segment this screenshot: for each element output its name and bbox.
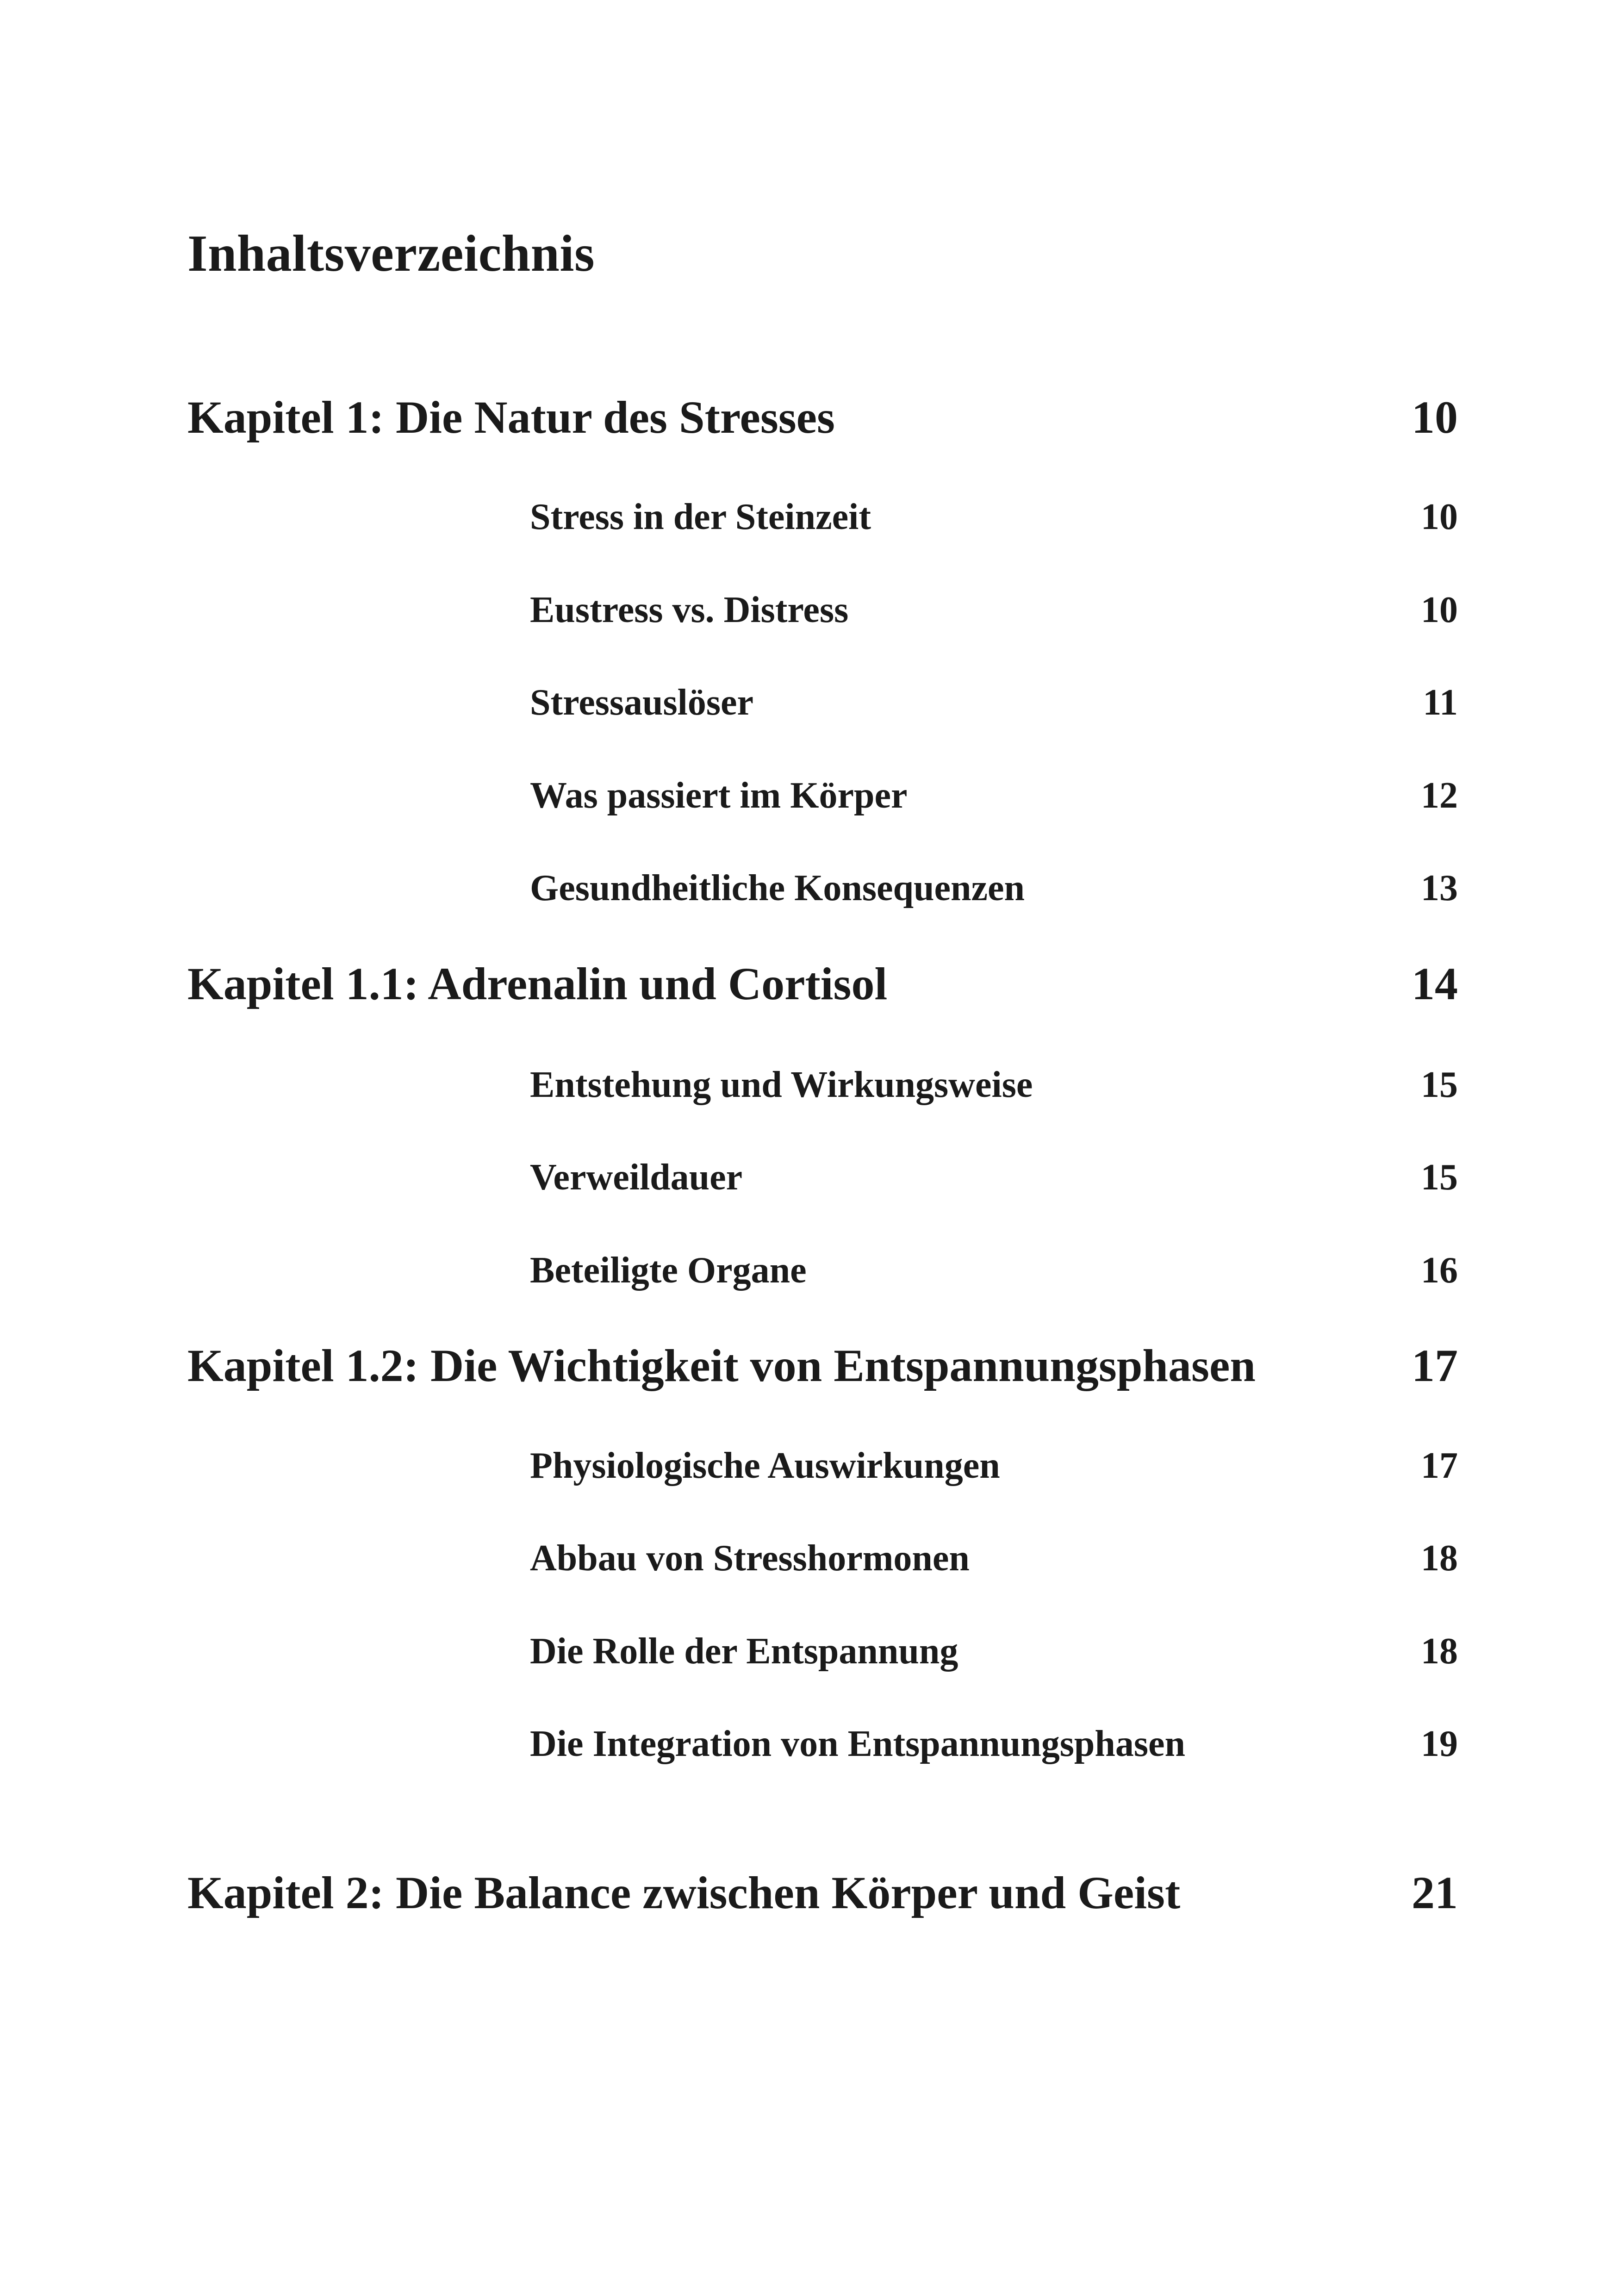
toc-section-title: Entstehung und Wirkungsweise xyxy=(530,1064,1033,1105)
toc-page-number: 14 xyxy=(1412,958,1458,1009)
toc-section-title: Was passiert im Körper xyxy=(530,775,908,816)
toc-section-entry[interactable] xyxy=(187,777,1458,837)
toc-page-number: 21 xyxy=(1412,1867,1458,1918)
toc-chapter-entry[interactable] xyxy=(187,1867,1458,1930)
toc-chapter-title: Kapitel 1.1: Adrenalin und Cortisol xyxy=(187,958,888,1009)
toc-page-number: 13 xyxy=(1421,868,1458,908)
toc-section-entry[interactable] xyxy=(187,870,1458,930)
toc-chapter-entry[interactable] xyxy=(187,394,1458,454)
toc-page-number: 18 xyxy=(1421,1538,1458,1579)
toc-chapter-title: Kapitel 2: Die Balance zwischen Körper und Geist xyxy=(187,1867,1181,1918)
toc-section-entry[interactable] xyxy=(187,1252,1458,1312)
toc-page-number: 17 xyxy=(1421,1445,1458,1486)
toc-chapter-entry[interactable] xyxy=(187,1340,1458,1403)
toc-section-title: Die Integration von Entspannungsphasen xyxy=(530,1724,1185,1764)
toc-section-title: Gesundheitliche Konsequenzen xyxy=(530,868,1025,908)
toc-section-title: Stressauslöser xyxy=(530,682,753,723)
toc-section-title: Die Rolle der Entspannung xyxy=(530,1631,958,1672)
toc-page-number: 10 xyxy=(1421,497,1458,537)
toc-page-number: 12 xyxy=(1421,775,1458,816)
toc-page-number: 15 xyxy=(1421,1157,1458,1198)
toc-chapter-title: Kapitel 1: Die Natur des Stresses xyxy=(187,392,835,443)
toc-section-entry[interactable] xyxy=(187,1066,1458,1126)
toc-chapter-entry[interactable] xyxy=(187,958,1458,1021)
toc-chapter-title: Kapitel 1.2: Die Wichtigkeit von Entspannungsphasen xyxy=(187,1340,1256,1391)
toc-section-entry[interactable] xyxy=(187,684,1458,744)
page-title: Inhaltsverzeichnis xyxy=(187,225,595,282)
toc-page-number: 15 xyxy=(1421,1064,1458,1105)
toc-page-number: 17 xyxy=(1412,1340,1458,1391)
toc-section-title: Eustress vs. Distress xyxy=(530,590,849,630)
toc-section-entry[interactable] xyxy=(187,591,1458,652)
toc-page-number: 10 xyxy=(1421,590,1458,630)
toc-section-title: Beteiligte Organe xyxy=(530,1250,807,1291)
toc-section-entry[interactable] xyxy=(187,1725,1458,1786)
toc-section-entry[interactable] xyxy=(187,1447,1458,1507)
toc-page-number: 11 xyxy=(1423,682,1458,723)
toc-section-title: Stress in der Steinzeit xyxy=(530,497,871,537)
toc-page-number: 10 xyxy=(1412,392,1458,443)
toc-section-entry[interactable] xyxy=(187,1540,1458,1600)
toc-section-entry[interactable] xyxy=(187,1159,1458,1219)
toc-section-title: Physiologische Auswirkungen xyxy=(530,1445,1000,1486)
toc-section-title: Abbau von Stresshormonen xyxy=(530,1538,970,1579)
toc-page-number: 18 xyxy=(1421,1631,1458,1672)
toc-section-entry[interactable] xyxy=(187,1633,1458,1693)
toc-page-number: 16 xyxy=(1421,1250,1458,1291)
toc-page-number: 19 xyxy=(1421,1724,1458,1764)
toc-section-title: Verweildauer xyxy=(530,1157,743,1198)
toc-section-entry[interactable] xyxy=(187,498,1458,559)
